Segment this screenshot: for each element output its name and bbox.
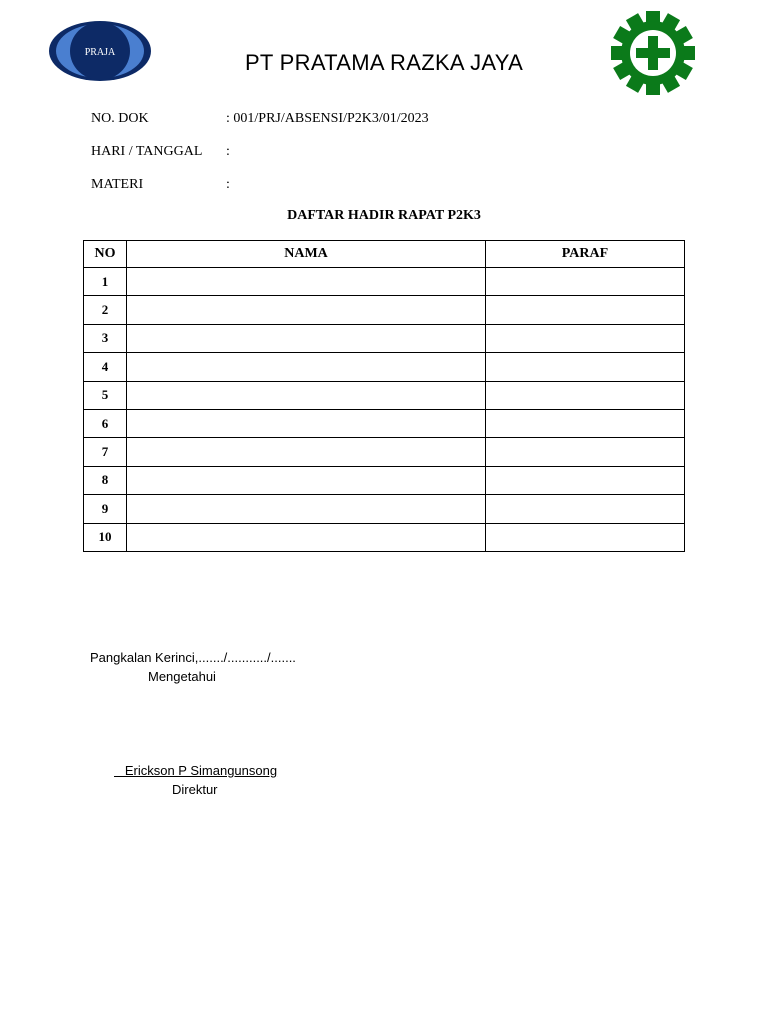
meta-value: : (226, 144, 230, 159)
table-header-row (84, 241, 685, 268)
row-number: 10 (84, 523, 127, 551)
nama-cell[interactable] (127, 296, 486, 324)
row-number: 6 (84, 409, 127, 437)
paraf-cell[interactable] (486, 353, 685, 381)
table-row (84, 353, 685, 381)
attendance-table (83, 240, 685, 552)
paraf-cell[interactable] (486, 495, 685, 523)
table-row (84, 268, 685, 296)
paraf-cell[interactable] (486, 268, 685, 296)
acknowledged-label: Mengetahui (148, 669, 216, 684)
table-row (84, 438, 685, 466)
row-number: 3 (84, 324, 127, 352)
svg-text:PRAJA: PRAJA (84, 47, 116, 58)
company-title: PT PRATAMA RAZKA JAYA (244, 50, 524, 75)
table-row (84, 381, 685, 409)
k3-safety-cross-gear-icon (610, 10, 696, 96)
meta-label: MATERI (91, 177, 144, 192)
header-no: NO (84, 241, 127, 268)
header-paraf: PARAF (486, 241, 685, 268)
paraf-cell[interactable] (486, 381, 685, 409)
meta-label: NO. DOK (91, 111, 149, 126)
nama-cell[interactable] (127, 523, 486, 551)
nama-cell[interactable] (127, 353, 486, 381)
paraf-cell[interactable] (486, 324, 685, 352)
nama-cell[interactable] (127, 466, 486, 494)
table-row (84, 466, 685, 494)
place-date: Pangkalan Kerinci,......./.........../....... (90, 650, 296, 665)
nama-cell[interactable] (127, 495, 486, 523)
nama-cell[interactable] (127, 324, 486, 352)
row-number: 7 (84, 438, 127, 466)
row-number: 1 (84, 268, 127, 296)
nama-cell[interactable] (127, 268, 486, 296)
paraf-cell[interactable] (486, 466, 685, 494)
row-number: 4 (84, 353, 127, 381)
row-number: 2 (84, 296, 127, 324)
nama-cell[interactable] (127, 381, 486, 409)
paraf-cell[interactable] (486, 523, 685, 551)
meta-label: HARI / TANGGAL (91, 144, 203, 159)
row-number: 9 (84, 495, 127, 523)
paraf-cell[interactable] (486, 409, 685, 437)
nama-cell[interactable] (127, 409, 486, 437)
table-title: DAFTAR HADIR RAPAT P2K3 (287, 208, 481, 223)
row-number: 5 (84, 381, 127, 409)
paraf-cell[interactable] (486, 296, 685, 324)
signer-position: Direktur (172, 782, 218, 797)
nama-cell[interactable] (127, 438, 486, 466)
table-row (84, 495, 685, 523)
meta-value: : 001/PRJ/ABSENSI/P2K3/01/2023 (226, 111, 429, 126)
meta-value: : (226, 177, 230, 192)
table-row (84, 523, 685, 551)
signer-name: Erickson P Simangunsong (114, 763, 278, 778)
table-row (84, 324, 685, 352)
table-row (84, 296, 685, 324)
row-number: 8 (84, 466, 127, 494)
header-nama: NAMA (127, 241, 486, 268)
table-row (84, 409, 685, 437)
paraf-cell[interactable] (486, 438, 685, 466)
